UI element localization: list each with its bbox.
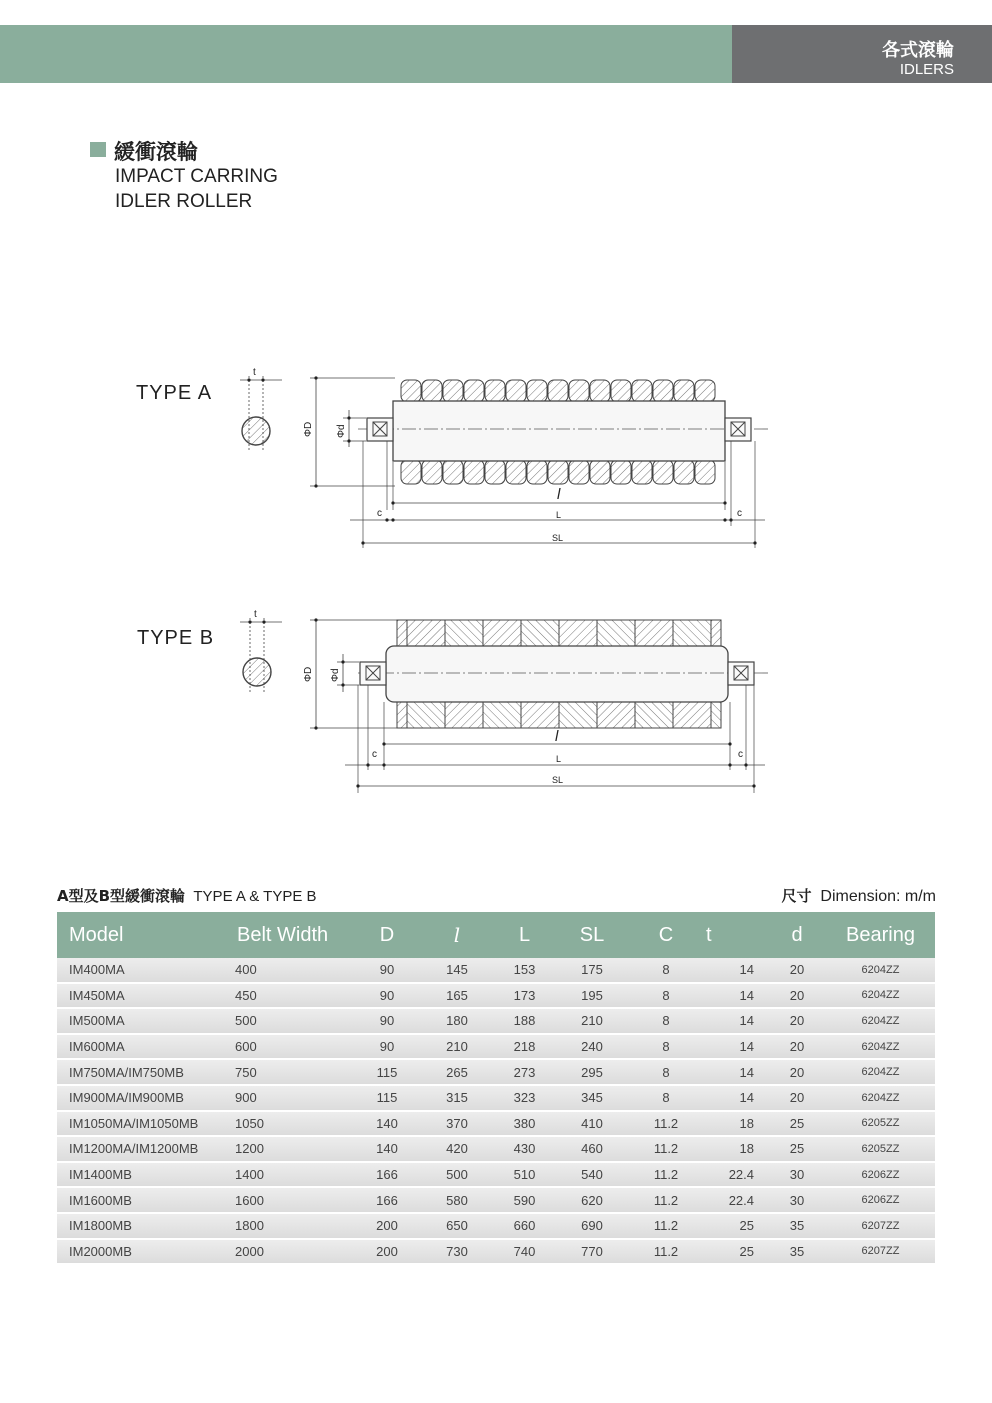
table-cell: 6204ZZ <box>826 1060 935 1086</box>
table-cell: 8 <box>626 984 706 1010</box>
table-cell: 11.2 <box>626 1188 706 1214</box>
table-cell: 210 <box>558 1009 626 1035</box>
table-cell: 90 <box>351 984 423 1010</box>
table-cell: 240 <box>558 1035 626 1061</box>
table-cell: 315 <box>423 1086 491 1112</box>
table-cell: 345 <box>558 1086 626 1112</box>
table-cell: 730 <box>423 1240 491 1266</box>
table-cell: 175 <box>558 958 626 984</box>
col-header: Model <box>57 912 231 958</box>
table-cell: 35 <box>768 1214 826 1240</box>
table-cell: IM900MA/IM900MB <box>57 1086 231 1112</box>
roller-technical-drawing <box>0 350 992 810</box>
table-cell: 323 <box>491 1086 558 1112</box>
table-cell: 166 <box>351 1163 423 1189</box>
table-cell: 188 <box>491 1009 558 1035</box>
table-cell: 590 <box>491 1188 558 1214</box>
table-cell: 20 <box>768 1009 826 1035</box>
heading-title-en-line2: IDLER ROLLER <box>115 191 253 212</box>
col-header: D <box>351 912 423 958</box>
table-cell: 20 <box>768 1035 826 1061</box>
table-cell: 140 <box>351 1137 423 1163</box>
dimension-label-en: Dimension: m/m <box>820 888 936 905</box>
dim-t-b: t <box>254 609 257 620</box>
table-cell: 400 <box>231 958 351 984</box>
table-cell: 295 <box>558 1060 626 1086</box>
dim-c-right-a: c <box>737 508 742 519</box>
table-cell: 620 <box>558 1188 626 1214</box>
table-title <box>57 885 317 906</box>
col-header: SL <box>558 912 626 958</box>
table-cell: 11.2 <box>626 1112 706 1138</box>
table-cell: 8 <box>626 958 706 984</box>
table-cell: 420 <box>423 1137 491 1163</box>
banner-title-en: IDLERS <box>899 61 954 78</box>
table-row <box>57 1240 935 1266</box>
table-cell: 380 <box>491 1112 558 1138</box>
table-cell: 14 <box>706 984 768 1010</box>
table-cell: 8 <box>626 1060 706 1086</box>
table-cell: 18 <box>706 1137 768 1163</box>
table-cell: 166 <box>351 1188 423 1214</box>
dim-l-b: l <box>555 728 559 745</box>
col-header: d <box>768 912 826 958</box>
table-cell: 153 <box>491 958 558 984</box>
table-cell: 1050 <box>231 1112 351 1138</box>
dim-t-a: t <box>253 367 256 378</box>
table-cell: 14 <box>706 1086 768 1112</box>
table-cell: 22.4 <box>706 1188 768 1214</box>
table-cell: 25 <box>706 1214 768 1240</box>
table-cell: 195 <box>558 984 626 1010</box>
table-cell: 6205ZZ <box>826 1137 935 1163</box>
col-header: Belt Width <box>231 912 351 958</box>
table-cell: 30 <box>768 1163 826 1189</box>
table-cell: 6204ZZ <box>826 1086 935 1112</box>
table-cell: 6207ZZ <box>826 1214 935 1240</box>
table-cell: 1600 <box>231 1188 351 1214</box>
table-title-zh: A型及B型緩衝滾輪 <box>57 887 186 905</box>
table-cell: 500 <box>423 1163 491 1189</box>
table-cell: 6206ZZ <box>826 1188 935 1214</box>
table-cell: 6204ZZ <box>826 1035 935 1061</box>
dim-phiD-a: ΦD <box>303 421 314 437</box>
table-cell: 14 <box>706 1060 768 1086</box>
table-cell: IM1200MA/IM1200MB <box>57 1137 231 1163</box>
table-cell: 20 <box>768 1086 826 1112</box>
table-cell: 2000 <box>231 1240 351 1266</box>
table-cell: 450 <box>231 984 351 1010</box>
table-cell: 20 <box>768 958 826 984</box>
table-cell: 25 <box>768 1112 826 1138</box>
top-banner <box>0 25 992 83</box>
table-cell: IM1400MB <box>57 1163 231 1189</box>
table-cell: 25 <box>706 1240 768 1266</box>
banner-green-band <box>0 25 732 83</box>
table-cell: 600 <box>231 1035 351 1061</box>
table-row <box>57 1137 935 1163</box>
table-cell: 265 <box>423 1060 491 1086</box>
table-row <box>57 1188 935 1214</box>
table-cell: 6204ZZ <box>826 1009 935 1035</box>
dim-c-left-b: c <box>372 749 377 760</box>
table-cell: 660 <box>491 1214 558 1240</box>
table-cell: 410 <box>558 1112 626 1138</box>
dim-c-right-b: c <box>738 749 743 760</box>
col-header: L <box>491 912 558 958</box>
table-cell: 173 <box>491 984 558 1010</box>
type-b-label: TYPE B <box>137 627 215 649</box>
table-cell: 90 <box>351 958 423 984</box>
col-header: l <box>423 912 491 958</box>
table-cell: 140 <box>351 1112 423 1138</box>
table-row <box>57 1112 935 1138</box>
table-cell: 115 <box>351 1086 423 1112</box>
table-cell: 540 <box>558 1163 626 1189</box>
table-title-en: TYPE A & TYPE B <box>193 888 317 905</box>
table-cell: 14 <box>706 958 768 984</box>
col-header: t <box>706 912 768 958</box>
table-cell: 35 <box>768 1240 826 1266</box>
table-cell: 6205ZZ <box>826 1112 935 1138</box>
table-cell: 6204ZZ <box>826 958 935 984</box>
table-cell: 18 <box>706 1112 768 1138</box>
table-cell: 1400 <box>231 1163 351 1189</box>
table-cell: 20 <box>768 984 826 1010</box>
table-cell: 900 <box>231 1086 351 1112</box>
heading-square-icon <box>90 142 106 157</box>
table-cell: 14 <box>706 1009 768 1035</box>
table-cell: 145 <box>423 958 491 984</box>
table-row <box>57 984 935 1010</box>
spec-table <box>57 912 935 1265</box>
table-cell: 90 <box>351 1009 423 1035</box>
table-cell: 430 <box>491 1137 558 1163</box>
table-cell: 11.2 <box>626 1240 706 1266</box>
heading-title-en-line1: IMPACT CARRING <box>115 166 278 187</box>
table-row <box>57 1214 935 1240</box>
table-cell: IM400MA <box>57 958 231 984</box>
table-row <box>57 1035 935 1061</box>
dim-L-b: L <box>556 754 562 764</box>
dim-l-a: l <box>557 486 561 503</box>
table-cell: 218 <box>491 1035 558 1061</box>
table-row <box>57 1163 935 1189</box>
dim-L-a: L <box>556 510 562 520</box>
table-cell: 580 <box>423 1188 491 1214</box>
table-cell: 25 <box>768 1137 826 1163</box>
dim-phid-a: Φd <box>336 424 347 438</box>
table-cell: 6207ZZ <box>826 1240 935 1266</box>
table-cell: IM450MA <box>57 984 231 1010</box>
table-header-row <box>57 912 935 958</box>
dimension-label-zh: 尺寸 <box>781 887 812 905</box>
table-cell: 180 <box>423 1009 491 1035</box>
table-cell: 14 <box>706 1035 768 1061</box>
type-a-label: TYPE A <box>136 382 213 404</box>
table-cell: 30 <box>768 1188 826 1214</box>
table-cell: IM500MA <box>57 1009 231 1035</box>
col-header: Bearing <box>826 912 935 958</box>
table-cell: 20 <box>768 1060 826 1086</box>
table-cell: IM1050MA/IM1050MB <box>57 1112 231 1138</box>
banner-title-zh: 各式滾輪 <box>882 40 954 61</box>
table-cell: IM750MA/IM750MB <box>57 1060 231 1086</box>
col-header: C <box>626 912 706 958</box>
table-cell: 770 <box>558 1240 626 1266</box>
table-cell: 1200 <box>231 1137 351 1163</box>
table-cell: 690 <box>558 1214 626 1240</box>
table-body <box>57 958 935 1265</box>
table-cell: 740 <box>491 1240 558 1266</box>
table-cell: 200 <box>351 1214 423 1240</box>
table-cell: IM600MA <box>57 1035 231 1061</box>
table-cell: 210 <box>423 1035 491 1061</box>
table-cell: 11.2 <box>626 1163 706 1189</box>
table-cell: 6206ZZ <box>826 1163 935 1189</box>
table-cell: 750 <box>231 1060 351 1086</box>
dim-phiD-b: ΦD <box>303 666 314 682</box>
dim-c-left-a: c <box>377 508 382 519</box>
table-row <box>57 1060 935 1086</box>
type-b-drawing <box>240 609 770 793</box>
table-cell: 200 <box>351 1240 423 1266</box>
table-cell: 6204ZZ <box>826 984 935 1010</box>
table-cell: 8 <box>626 1035 706 1061</box>
table-cell: 1800 <box>231 1214 351 1240</box>
type-a-drawing <box>240 367 770 548</box>
dim-SL-b: SL <box>552 775 564 785</box>
table-cell: 115 <box>351 1060 423 1086</box>
table-cell: IM2000MB <box>57 1240 231 1266</box>
dimension-unit-label <box>782 885 936 906</box>
table-cell: 650 <box>423 1214 491 1240</box>
table-row <box>57 958 935 984</box>
table-cell: 8 <box>626 1009 706 1035</box>
table-cell: IM1800MB <box>57 1214 231 1240</box>
table-cell: 500 <box>231 1009 351 1035</box>
table-cell: 11.2 <box>626 1214 706 1240</box>
table-cell: 165 <box>423 984 491 1010</box>
heading-title-zh: 緩衝滾輪 <box>114 140 198 164</box>
table-row <box>57 1009 935 1035</box>
dim-phid-b: Φd <box>330 668 341 682</box>
table-cell: 510 <box>491 1163 558 1189</box>
table-cell: 90 <box>351 1035 423 1061</box>
table-cell: IM1600MB <box>57 1188 231 1214</box>
table-cell: 460 <box>558 1137 626 1163</box>
table-cell: 22.4 <box>706 1163 768 1189</box>
dim-SL-a: SL <box>552 533 564 543</box>
table-cell: 370 <box>423 1112 491 1138</box>
table-cell: 11.2 <box>626 1137 706 1163</box>
table-cell: 273 <box>491 1060 558 1086</box>
table-cell: 8 <box>626 1086 706 1112</box>
table-row <box>57 1086 935 1112</box>
